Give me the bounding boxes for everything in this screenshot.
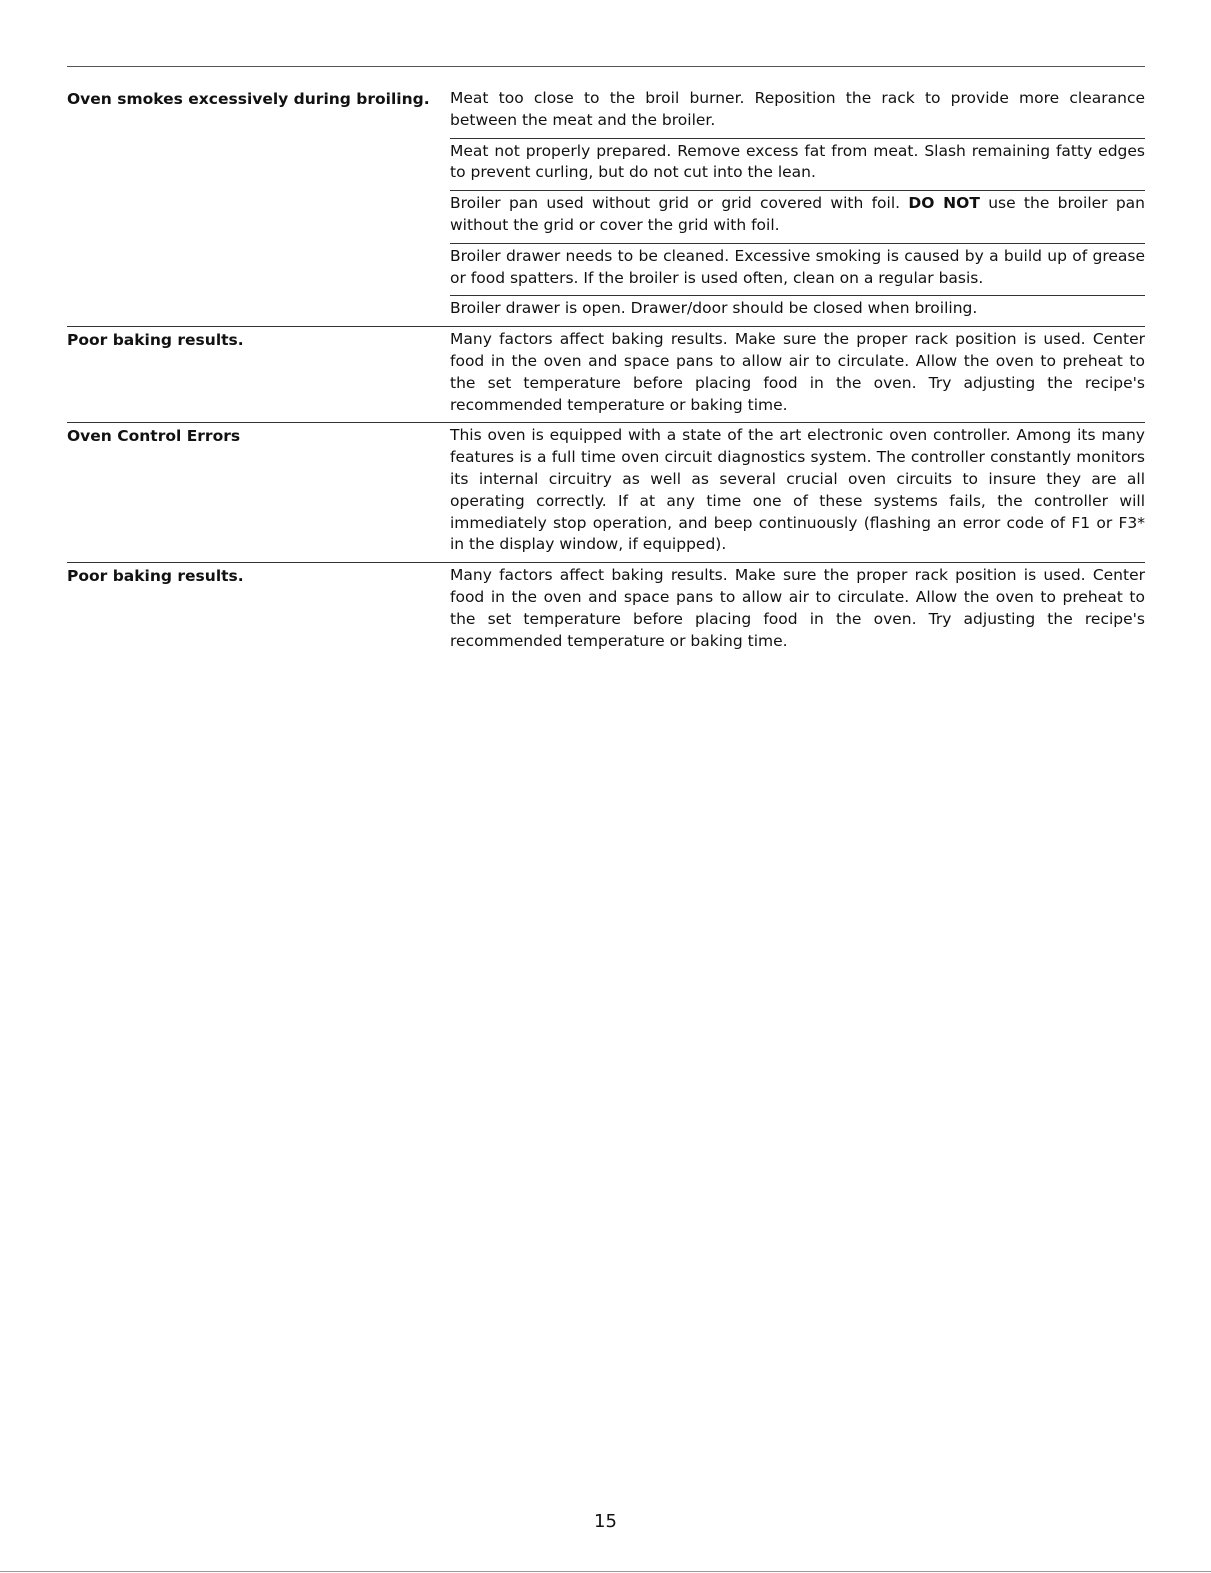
- warning-emphasis: DO NOT: [908, 194, 980, 213]
- problem-label: Poor baking results.: [67, 567, 244, 586]
- solution-text: Broiler drawer is open. Drawer/door should be closed when broiling.: [450, 299, 978, 318]
- solution-text: Meat too close to the broil burner. Reposition the rack to provide more clearance between the meat and the broiler.: [450, 88, 1145, 139]
- table-row: [67, 88, 1145, 327]
- solution-text-part: use the broiler pan without the grid or cover the grid with foil.: [450, 194, 1145, 234]
- solutions-list: [450, 423, 1145, 562]
- problem-label: Poor baking results.: [67, 331, 244, 350]
- bottom-divider: [0, 1571, 1211, 1572]
- solution-text-part: Broiler pan used without grid or grid covered with foil.: [450, 194, 909, 213]
- solutions-list: [450, 88, 1145, 326]
- solution-text: Many factors affect baking results. Make sure the proper rack position is used. Center food in the oven and space pans to allow air to circulate. Allow the oven to preheat to the set temperature before placing food in the oven. Try adjusting the recipe's recommended temperature or baking time.: [450, 566, 1145, 650]
- solution-text: Broiler drawer needs to be cleaned. Excessive smoking is caused by a build up of grease or food spatters. If the broiler is used often, clean on a regular basis.: [450, 244, 1145, 297]
- solution-text: [450, 191, 1145, 244]
- solutions-list: [450, 563, 1145, 658]
- solution-text: This oven is equipped with a state of the art electronic oven controller. Among its many features is a full time oven circuit diagnostics system. The controller constantly monitors its internal circuitry as well as several crucial oven circuits to insure they are all operating correctly. If at any time one of these systems fails, the controller will immediately stop operation, and beep continuously (flashing an error code of F1 or F3* in the display window, if equipped).: [450, 426, 1145, 554]
- problem-label: Oven smokes excessively during broiling.: [67, 90, 430, 108]
- problem-label: Oven Control Errors: [67, 427, 241, 446]
- table-row: [67, 423, 1145, 563]
- troubleshooting-table: [67, 88, 1145, 658]
- table-row: [67, 563, 1145, 658]
- solution-text: Many factors affect baking results. Make sure the proper rack position is used. Center food in the oven and space pans to allow air to circulate. Allow the oven to preheat to the set temperature before placing food in the oven. Try adjusting the recipe's recommended temperature or baking time.: [450, 330, 1145, 414]
- table-row: [67, 327, 1145, 423]
- solutions-list: [450, 327, 1145, 422]
- solution-text: Meat not properly prepared. Remove excess fat from meat. Slash remaining fatty edges to prevent curling, but do not cut into the lean.: [450, 139, 1145, 192]
- top-divider: [67, 66, 1145, 67]
- page-number: 15: [594, 1511, 617, 1532]
